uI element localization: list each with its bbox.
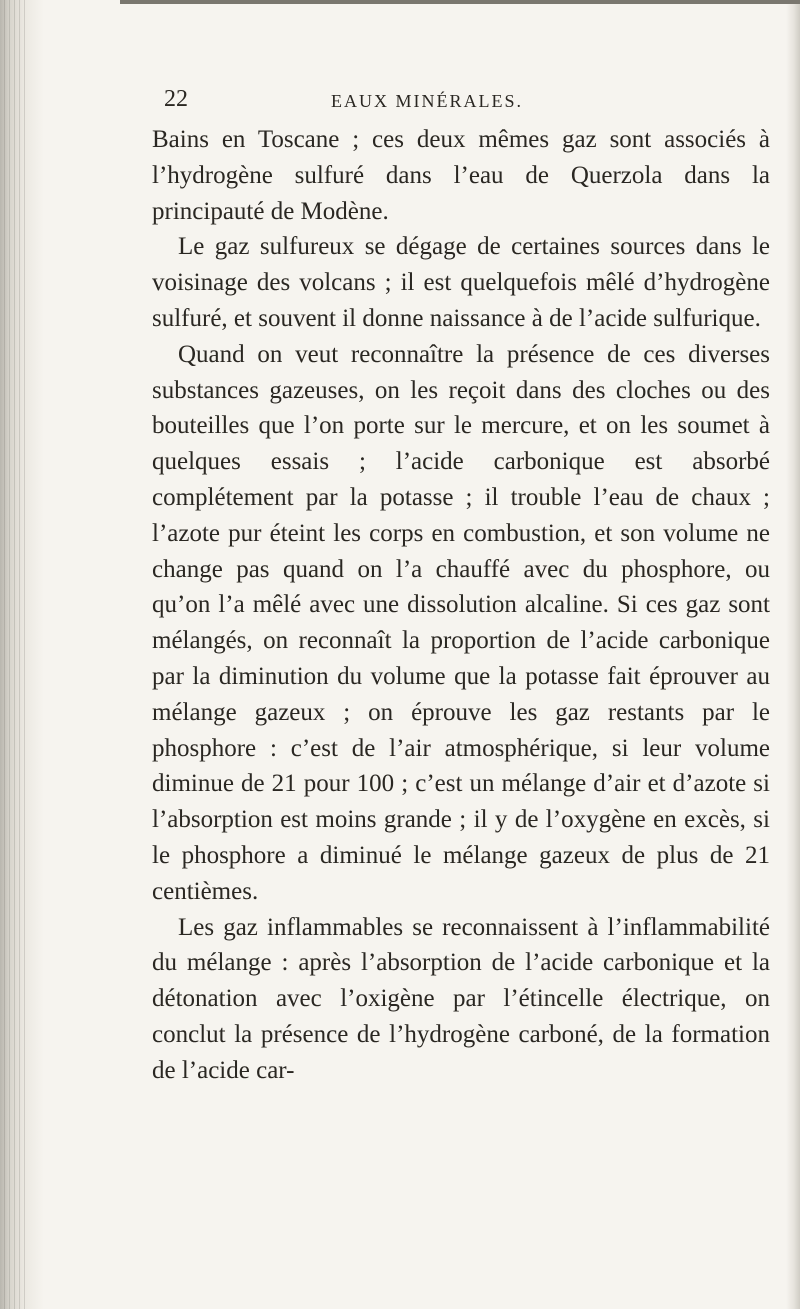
body-text	[152, 122, 770, 1089]
scan-gutter-texture	[4, 0, 26, 1309]
paragraph-reconnaissance: Quand on veut reconnaître la présence de ces diverses substances gazeuses, on les reçoit dans des cloches ou des bouteilles que l’on porte sur le mercure, et on les soumet à quelques essais ; l’acide carbonique est absorbé complétement par la potasse ; il trouble l’eau de chaux ; l’azote pur éteint les corps en combustion, et son volume ne change pas quand on l’a chauffé avec du phosphore, ou qu’on l’a mêlé avec une dissolution alcaline. Si ces gaz sont mélangés, on reconnaît la proportion de l’acide carbonique par la diminution du volume que la potasse fait éprouver au mélange gazeux ; on éprouve les gaz restants par le phosphore : c’est de l’air atmosphérique, si leur volume diminue de 21 pour 100 ; c’est un mélange d’air et d’azote si l’absorption est moins grande ; il y de l’oxygène en excès, si le phosphore a diminué le mélange gazeux de plus de 21 centièmes.	[152, 340, 770, 905]
scan-top-edge	[120, 0, 800, 4]
paragraph-continuation: Bains en Toscane ; ces deux mêmes gaz sont associés à l’hydrogène sulfuré dans l’eau de Querzola dans la principauté de Modène.	[152, 126, 770, 225]
paragraph-gaz-inflammables: Les gaz inflammables se reconnaissent à l’inflammabilité du mélange : après l’absorption de l’acide carbonique et la détonation avec l’oxigène par l’étincelle électrique, on conclut la présence de l’hydrogène carboné, de la formation de l’acide car-	[152, 913, 770, 1084]
scan-right-edge	[786, 0, 800, 1309]
page-header	[152, 86, 770, 120]
paragraph-gaz-sulfureux: Le gaz sulfureux se dégage de certaines sources dans le voisinage des volcans ; il est quelquefois mêlé d’hydrogène sulfuré, et souvent il donne naissance à de l’acide sulfurique.	[152, 233, 770, 332]
page-number: 22	[164, 86, 188, 112]
running-head: EAUX MINÉRALES.	[331, 91, 523, 111]
book-page	[152, 86, 770, 1089]
